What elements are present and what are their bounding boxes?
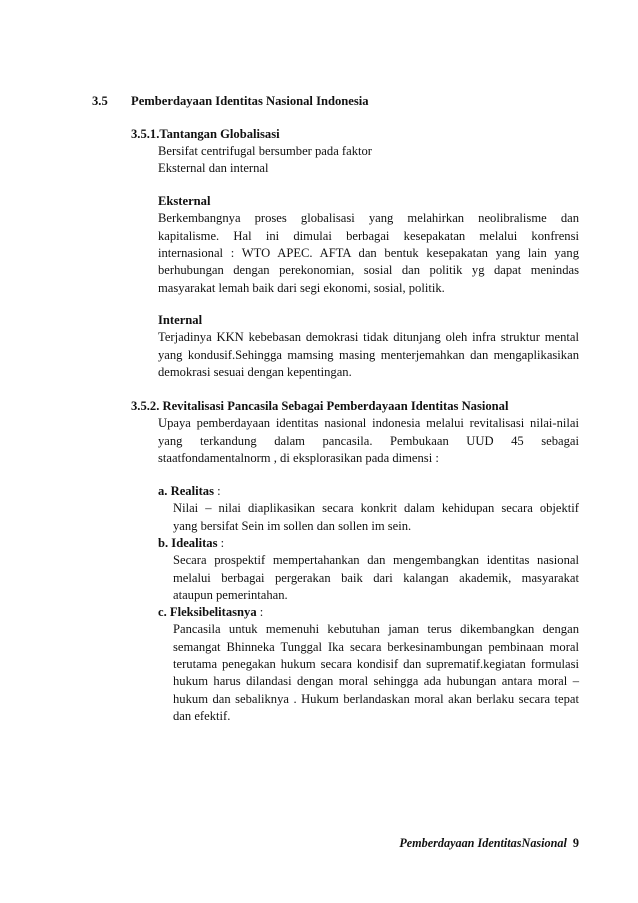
internal-heading: Internal [158, 313, 203, 327]
eksternal-heading: Eksternal [158, 194, 211, 208]
paragraph-line: ataupun pemerintahan. [173, 588, 288, 602]
paragraph-line: Terjadinya KKN kebebasan demokrasi tidak ditunjang oleh infra struktur mental [158, 330, 579, 344]
paragraph-line: dan efektif. [173, 709, 231, 723]
page-number: 9 [572, 836, 579, 850]
paragraph-line: terutama penegakan hukum secara kondisif dan suprematif.kegiatan formulasi [173, 657, 579, 671]
paragraph-line: yang kondusif.Sehingga mamsing masing menterjemahkan dan mengaplikasikan [158, 348, 579, 362]
item-heading-idealitas: b. Idealitas : [158, 536, 225, 550]
paragraph-line: semangat Bhinneka Tunggal Ika secara berkesinambungan pembinaan moral [173, 640, 579, 654]
item-heading-realitas: a. Realitas : [158, 484, 221, 498]
paragraph-line: Upaya pemberdayaan identitas nasional indonesia melalui revitalisasi nilai-nilai [158, 416, 579, 430]
paragraph-line: Secara prospektif mempertahankan dan mengembangkan identitas nasional [173, 553, 579, 567]
section-title: Pemberdayaan Identitas Nasional Indonesia [131, 94, 369, 108]
section-number: 3.5 [92, 94, 108, 108]
paragraph-line: Eksternal dan internal [158, 161, 269, 175]
paragraph-line: Pancasila untuk memenuhi kebutuhan jaman terus dikembangkan dengan [173, 622, 579, 636]
paragraph-line: Nilai – nilai diaplikasikan secara konkrit dalam kehidupan secara objektif [173, 501, 579, 515]
paragraph-line: internasional : WTO APEC. AFTA dan bentuk kesepakatan yang lain yang [158, 246, 579, 260]
subsection-heading-revitalisasi: 3.5.2. Revitalisasi Pancasila Sebagai Pemberdayaan Identitas Nasional [131, 399, 509, 413]
paragraph-line: masyarakat lemah baik dari segi ekonomi, sosial, politik. [158, 281, 445, 295]
paragraph-line: Berkembangnya proses globalisasi yang melahirkan neolibralisme dan [158, 211, 579, 225]
paragraph-line: yang bersifat Sein im sollen dan sollen im sein. [173, 519, 412, 533]
paragraph-line: hukum dan sebaliknya . Hukum berlandaskan moral akan berlaku secara tepat [173, 692, 579, 706]
paragraph-line: hukum harus dilandasi dengan moral sehingga ada hubungan antara moral – [173, 674, 579, 688]
paragraph-line: demokrasi sesuai dengan kepentingan. [158, 365, 352, 379]
paragraph-line: staatfondamentalnorm , di eksplorasikan pada dimensi : [158, 451, 439, 465]
subsection-heading-globalisasi: 3.5.1.Tantangan Globalisasi [131, 127, 280, 141]
page-footer [399, 836, 579, 851]
footer-title: Pemberdayaan IdentitasNasional [399, 836, 567, 850]
paragraph-line: berhubungan dengan perekonomian, sosial dan politik yg dapat menindas [158, 263, 579, 277]
paragraph-line: Bersifat centrifugal bersumber pada faktor [158, 144, 373, 158]
paragraph-line: kapitalisme. Hal ini dimulai berbagai kesepakatan melalui konfrensi [158, 229, 579, 243]
item-heading-fleksibelitas: c. Fleksibelitasnya : [158, 605, 264, 619]
paragraph-line: yang terkandung dalam pancasila. Pembukaan UUD 45 sebagai [158, 434, 579, 448]
paragraph-line: melalui berbagai pergerakan baik dari kalangan akademik, masyarakat [173, 571, 579, 585]
